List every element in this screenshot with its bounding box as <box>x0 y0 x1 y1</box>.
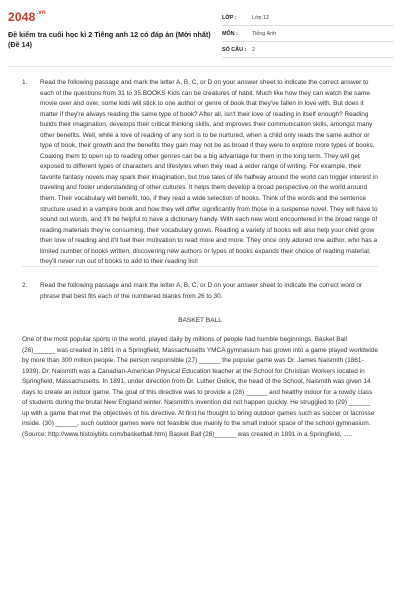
question-text: Read the following passage and mark the letter A, B, C, or D on your answer sheet to indicate the correct word or phrase that best fits each of the numbered blanks from 26 to 30. <box>40 282 363 300</box>
page-header <box>0 0 400 70</box>
passage-text: One of the most popular sports in the world, played daily by millions of people had humble beginnings. Basket Ball (26)______ was created in 1891 in a Springfield, Massachusetts YMCA gymnasium has grown into a game played worldwide by more than 300 million people. The person responsible (27) ______ the popular game was Dr. James Naismith (1861-1939). Dr. Naismith was a Canadian-American Physical Education teacher at the School for Christian Workers located in Springfield, Massachusetts. In 1891, under direction from Dr. Luther Gulick, the head of the School, Naismith was given 14 days to create an indoor game. The goal of this directive was to provide a (28) ______ and healthy indoor for a rowdy class of students during the brutal New England winter. Naismith's invention did not happen quickly. He struggled to (29) ______ up with a game that met the objectives of his directive. At first he thought to bring outdoor games such as soccer or lacrosse inside. (30) ______, such outdoor games were not feasible due mainly to the small indoor space of the school gymnasium. (Source: http://www.histoiybits.com/basketball.htm) Basket Ball (26)______ was created in 1891 in a Springfield, ..... <box>22 336 378 438</box>
meta-row-subject <box>222 26 394 42</box>
meta-value: Lớp 12 <box>252 14 270 21</box>
header-divider <box>8 66 392 67</box>
question-list <box>0 78 400 440</box>
meta-value: Tiếng Anh <box>252 30 277 37</box>
meta-row-class <box>222 10 394 26</box>
question-item <box>0 281 400 305</box>
meta-label: MÔN : <box>222 30 238 37</box>
logo-text: 2048 <box>8 10 36 24</box>
page-title: Đề kiểm tra cuối học kì 2 Tiếng anh 12 có đáp án (Mới nhất) (Đề 14) <box>8 30 211 49</box>
question-item <box>0 78 400 266</box>
meta-label: LỚP : <box>222 14 237 21</box>
question-number: 1. <box>22 79 28 86</box>
site-logo[interactable] <box>8 10 46 24</box>
question-text: Read the following passage and mark the letter A, B, C, or D on your answer sheet to indicate the correct answer to each of the questions from 31 to 35.BOOKS Kids can be creatures of habit. Much like how they can watch the same movie over and over, some kids will stick to one author or genre of book that they've fallen in love with. But does it matter if they're always reading the same type of book? After all, isn't their love of reading in itself enough? Reading builds their imagination, develops their critical thinking skills, and improves their communication skills, amongst many other benefits. Well, while a love of reading of any sort is to be nurtured, when a child only reads the same author or type of book, their growth and the benefits they gain may not be as broad if they were to explore more types of books. Coaxing them to open up to reading other genres can be a big advantage for them in the long term. They will get exposed to different types of characters and lifestyles when they read a wider range of writing. For example, their favorite fantasy novels may spark their imagination, but true tales of life halfway around the world can trigger interest in traveling and foster understanding of other cultures. It helps them develop a broad perspective on the world around them. Their vocabulary will benefit, too, if they read a wide selection of books. Think of the words and the sentence structure used in a vampire book and how they will differ significantly from those in a suspense novel. They will have to sound out words, and it'll be helpful to have a dictionary handy. With each new word encountered in the broad range of reading materials they're consuming, their vocabulary grows. Reading a variety of books will also help your child grow their love of reading and it'll fuel their motivation to read more and more. They once only adored one author, who has a limited number of books written, discovering new authors or types of books expands their choice of reading material; they'll never run out of books to add to their reading list! <box>40 79 378 266</box>
exam-meta-table <box>222 10 394 58</box>
meta-row-question-count <box>222 42 394 58</box>
meta-label: SỐ CÂU : <box>222 46 247 53</box>
logo-suffix: .vn <box>36 10 46 16</box>
meta-value: 2 <box>252 46 255 53</box>
passage-title: BASKET BALL <box>178 317 222 324</box>
question-number: 2. <box>22 282 28 289</box>
